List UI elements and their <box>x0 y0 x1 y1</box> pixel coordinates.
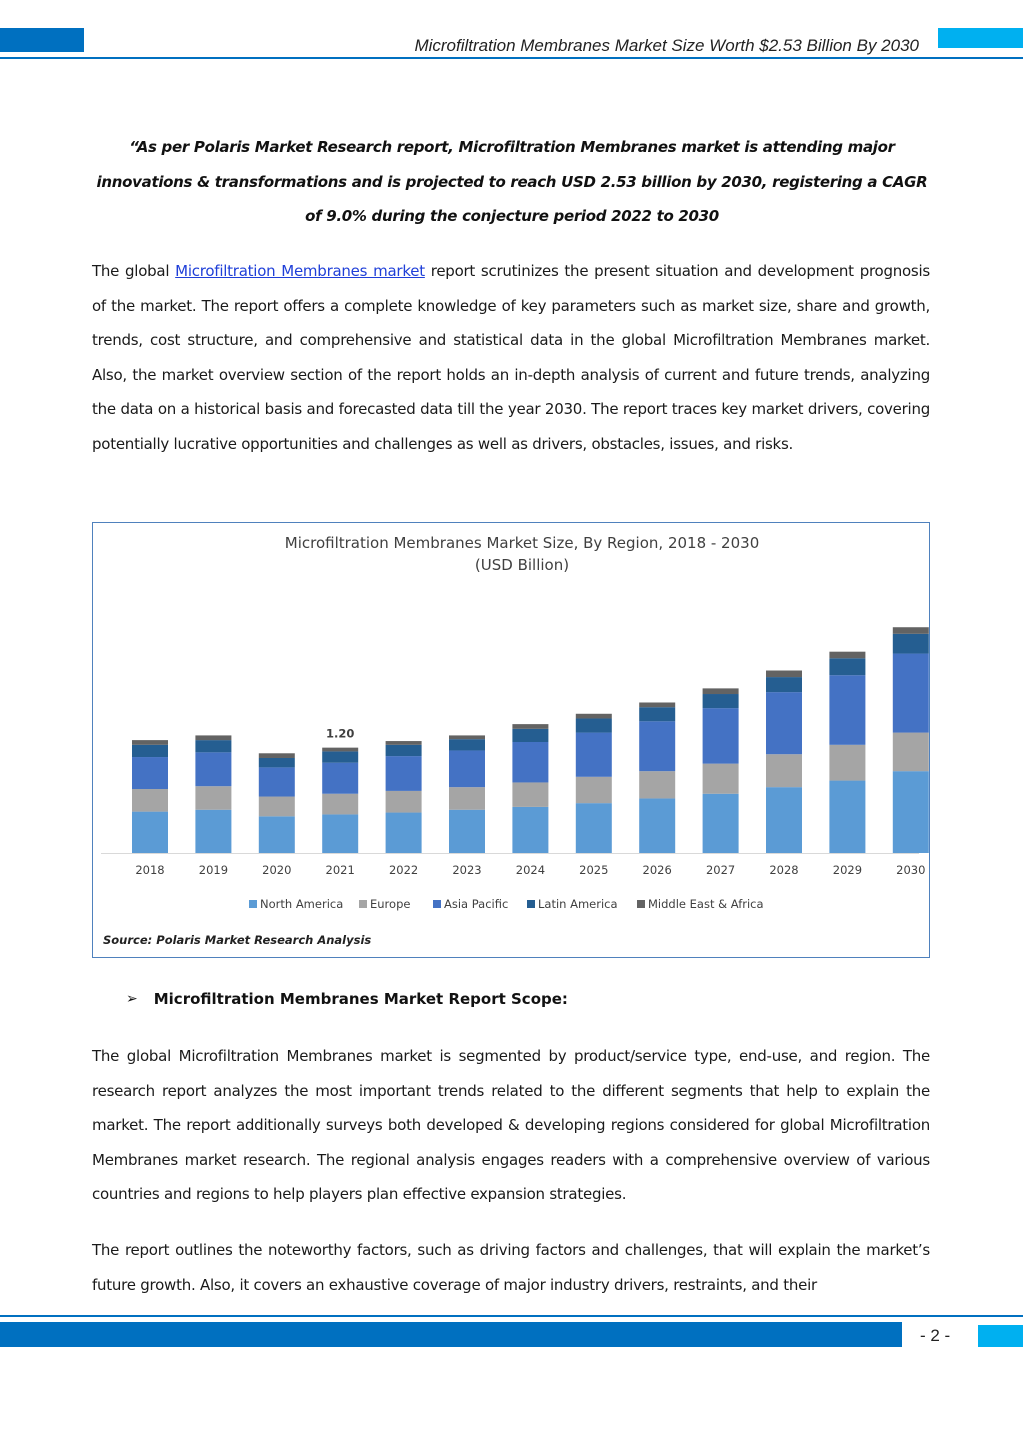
bar-segment-2030-middle-east-africa <box>893 627 929 634</box>
legend-label-europe: Europe <box>370 897 411 911</box>
bar-segment-2020-north-america <box>259 816 295 853</box>
bar-segment-2025-europe <box>576 777 612 803</box>
bar-segment-2026-europe <box>639 771 675 798</box>
bar-segment-2018-asia-pacific <box>132 757 168 789</box>
bar-segment-2021-asia-pacific <box>322 763 358 794</box>
header-title: Microfiltration Membranes Market Size Worth $2.53 Billion By 2030 <box>414 36 919 55</box>
bar-segment-2028-north-america <box>766 787 802 853</box>
x-tick-label-2022: 2022 <box>388 863 419 877</box>
market-report-link[interactable]: Microfiltration Membranes market <box>175 262 425 280</box>
x-tick-label-2027: 2027 <box>705 863 736 877</box>
bar-segment-2029-middle-east-africa <box>829 652 865 659</box>
legend-swatch-north-america <box>249 900 257 908</box>
legend-label-asia-pacific: Asia Pacific <box>444 897 509 911</box>
chart-title: Microfiltration Membranes Market Size, By Region, 2018 - 2030 <box>284 534 760 552</box>
x-tick-label-2024: 2024 <box>515 863 546 877</box>
intro-paragraph <box>92 254 930 462</box>
bar-segment-2029-europe <box>829 745 865 781</box>
header-accent-left <box>0 28 84 52</box>
bar-segment-2025-asia-pacific <box>576 733 612 777</box>
bar-segment-2027-europe <box>703 764 739 794</box>
bar-segment-2023-middle-east-africa <box>449 735 485 739</box>
bar-segment-2020-latin-america <box>259 758 295 767</box>
x-tick-label-2019: 2019 <box>198 863 229 877</box>
header-accent-right <box>938 28 1023 48</box>
bar-segment-2028-europe <box>766 754 802 787</box>
bar-segment-2029-latin-america <box>829 658 865 675</box>
bar-segment-2030-north-america <box>893 771 929 853</box>
bar-segment-2029-north-america <box>829 781 865 853</box>
x-tick-label-2030: 2030 <box>896 863 926 877</box>
bar-segment-2030-europe <box>893 733 929 772</box>
bar-segment-2021-europe <box>322 794 358 815</box>
bar-segment-2024-middle-east-africa <box>512 724 548 729</box>
x-tick-label-2028: 2028 <box>769 863 799 877</box>
x-tick-label-2029: 2029 <box>832 863 863 877</box>
bar-segment-2021-north-america <box>322 814 358 853</box>
bar-segment-2024-latin-america <box>512 729 548 742</box>
bar-segment-2021-middle-east-africa <box>322 748 358 752</box>
bar-segment-2022-latin-america <box>386 745 422 756</box>
bar-segment-2024-asia-pacific <box>512 742 548 782</box>
chart-canvas <box>93 523 929 957</box>
bar-segment-2022-north-america <box>386 813 422 853</box>
bar-segment-2030-latin-america <box>893 634 929 654</box>
bar-segment-2025-latin-america <box>576 718 612 732</box>
bar-segment-2018-europe <box>132 789 168 812</box>
bar-segment-2023-asia-pacific <box>449 750 485 787</box>
bar-segment-2028-middle-east-africa <box>766 671 802 678</box>
legend-label-north-america: North America <box>260 897 344 911</box>
bar-segment-2023-north-america <box>449 810 485 853</box>
report-scope-heading-text: Microfiltration Membranes Market Report Scope: <box>153 990 568 1008</box>
bar-segment-2026-middle-east-africa <box>639 702 675 707</box>
bar-segment-2022-asia-pacific <box>386 756 422 791</box>
legend-swatch-latin-america <box>527 900 535 908</box>
bar-segment-2026-asia-pacific <box>639 721 675 771</box>
bar-segment-2024-north-america <box>512 807 548 853</box>
bar-segment-2018-latin-america <box>132 745 168 757</box>
footer-accent-right <box>978 1325 1023 1347</box>
x-tick-label-2023: 2023 <box>452 863 482 877</box>
bar-segment-2022-middle-east-africa <box>386 741 422 745</box>
chart-source: Source: Polaris Market Research Analysis <box>103 933 372 947</box>
scope-paragraph: The global Microfiltration Membranes market is segmented by product/service type, end-use, and region. The research report analyzes the most important trends related to the different segments that help to explain the market. The report additionally surveys both developed & developing regions considered for global Microfiltration Membranes market research. The regional analysis engages readers with a comprehensive overview of various countries and regions to help players plan effective expansion strategies. <box>92 1047 930 1204</box>
bar-segment-2023-europe <box>449 787 485 810</box>
factors-paragraph: The report outlines the noteworthy factors, such as driving factors and challenges, that will explain the market’s future growth. Also, it covers an exhaustive coverage of major industry drivers, restraints, and their <box>92 1241 930 1294</box>
intro-text-after: report scrutinizes the present situation and development prognosis of the market. The report offers a complete knowledge of key parameters such as market size, share and growth, trends, cost structure, and comprehensive and statistical data in the global Microfiltration Membranes market. Also, the market overview section of the report holds an in-depth analysis of current and future trends, analyzing the data on a historical basis and forecasted data till the year 2030. The report traces key market drivers, covering potentially lucrative opportunities and challenges as well as drivers, obstacles, issues, and risks. <box>92 262 930 453</box>
legend-label-latin-america: Latin America <box>538 897 618 911</box>
bar-segment-2025-north-america <box>576 803 612 853</box>
page-number: - 2 - <box>920 1326 951 1345</box>
market-size-chart <box>92 522 930 958</box>
bar-segment-2020-asia-pacific <box>259 767 295 796</box>
header-rule <box>0 57 1023 59</box>
footer-rule <box>0 1315 1023 1317</box>
bar-segment-2028-asia-pacific <box>766 692 802 754</box>
chart-subtitle: (USD Billion) <box>474 556 570 574</box>
bar-segment-2026-north-america <box>639 798 675 853</box>
legend-swatch-middle-east-africa <box>637 900 645 908</box>
bar-segment-2019-asia-pacific <box>195 752 231 786</box>
x-tick-label-2021: 2021 <box>325 863 355 877</box>
intro-text-before: The global <box>92 262 176 280</box>
arrow-bullet-icon: ➢ <box>126 991 138 1007</box>
legend-swatch-asia-pacific <box>433 900 441 908</box>
bar-segment-2026-latin-america <box>639 707 675 721</box>
bar-segment-2027-latin-america <box>703 694 739 708</box>
highlight-quote: “As per Polaris Market Research report, Microfiltration Membranes market is attending major innovations & transformations and is projected to reach USD 2.53 billion by 2030, registering a CAGR of 9.0% during the conjecture period 2022 to 2030 <box>96 138 928 225</box>
bar-segment-2029-asia-pacific <box>829 675 865 745</box>
bar-segment-2019-latin-america <box>195 740 231 752</box>
bar-segment-2018-north-america <box>132 812 168 853</box>
bar-segment-2019-north-america <box>195 810 231 853</box>
bar-segment-2022-europe <box>386 791 422 813</box>
bar-segment-2027-north-america <box>703 794 739 853</box>
bar-segment-2025-middle-east-africa <box>576 714 612 719</box>
x-tick-label-2018: 2018 <box>135 863 165 877</box>
bar-segment-2020-middle-east-africa <box>259 753 295 758</box>
bar-segment-2019-middle-east-africa <box>195 735 231 740</box>
report-scope-heading <box>126 990 568 1008</box>
bar-segment-2020-europe <box>259 797 295 817</box>
bar-segment-2030-asia-pacific <box>893 654 929 733</box>
bar-segment-2027-asia-pacific <box>703 708 739 764</box>
footer-bar <box>0 1322 902 1347</box>
bar-segment-2019-europe <box>195 786 231 810</box>
bar-segment-2027-middle-east-africa <box>703 688 739 694</box>
legend-swatch-europe <box>359 900 367 908</box>
bar-segment-2023-latin-america <box>449 739 485 750</box>
x-tick-label-2025: 2025 <box>579 863 609 877</box>
data-label-2021: 1.20 <box>326 726 355 741</box>
x-tick-label-2020: 2020 <box>262 863 292 877</box>
bar-segment-2018-middle-east-africa <box>132 740 168 745</box>
bar-segment-2021-latin-america <box>322 751 358 762</box>
bar-segment-2024-europe <box>512 782 548 806</box>
x-tick-label-2026: 2026 <box>642 863 672 877</box>
bar-segment-2028-latin-america <box>766 677 802 692</box>
legend-label-middle-east-africa: Middle East & Africa <box>648 897 764 911</box>
